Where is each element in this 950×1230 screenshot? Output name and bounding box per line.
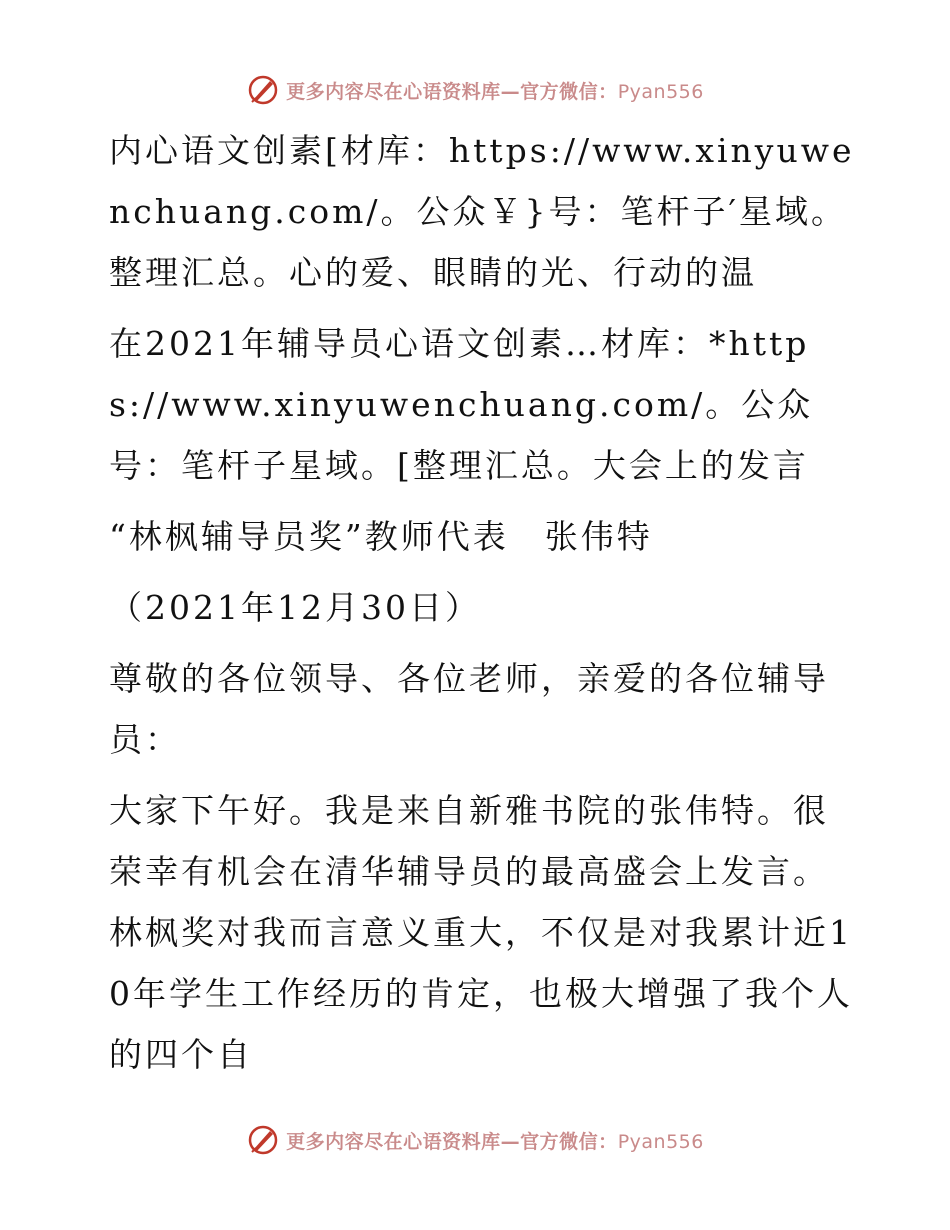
banner-wechat-id: Pyan556 <box>617 1130 704 1153</box>
banner-wechat-label: 官方微信： <box>520 80 618 103</box>
footer-banner <box>0 1120 950 1160</box>
header-banner <box>0 70 950 110</box>
speaker-line: “林枫辅导员奖”教师代表 张伟特 <box>109 517 653 556</box>
banner-main-text: 更多内容尽在心语资料库 <box>286 1130 501 1153</box>
footer-banner-text <box>286 1127 704 1154</box>
salutation: 尊敬的各位领导、各位老师，亲爱的各位辅导员： <box>109 659 829 759</box>
header-banner-text <box>286 77 704 104</box>
quill-logo-icon <box>246 1123 280 1157</box>
banner-wechat-id: Pyan556 <box>617 80 704 103</box>
paragraph-1: 内心语文创素[材库：https://www.xinyuwenchuang.com/。公众￥}号：笔杆子′星域。整理汇总。心的爱、眼睛的光、行动的温 <box>109 131 855 292</box>
date-line: （2021年12月30日） <box>109 588 481 627</box>
paragraph-body: 大家下午好。我是来自新雅书院的张伟特。很荣幸有机会在清华辅导员的最高盛会上发言。林枫奖对我而言意义重大，不仅是对我累计近10年学生工作经历的肯定，也极大增强了我个人的四个自 <box>109 791 853 1074</box>
banner-separator: — <box>500 1130 521 1153</box>
quill-logo-icon <box>246 73 280 107</box>
banner-wechat-label: 官方微信： <box>520 1130 618 1153</box>
banner-separator: — <box>500 80 521 103</box>
paragraph-2: 在2021年辅导员心语文创素…材库：*https://www.xinyuwenchuang.com/。公众号：笔杆子星域。[整理汇总。大会上的发言 <box>109 324 814 485</box>
document-body <box>97 120 857 1095</box>
banner-main-text: 更多内容尽在心语资料库 <box>286 80 501 103</box>
